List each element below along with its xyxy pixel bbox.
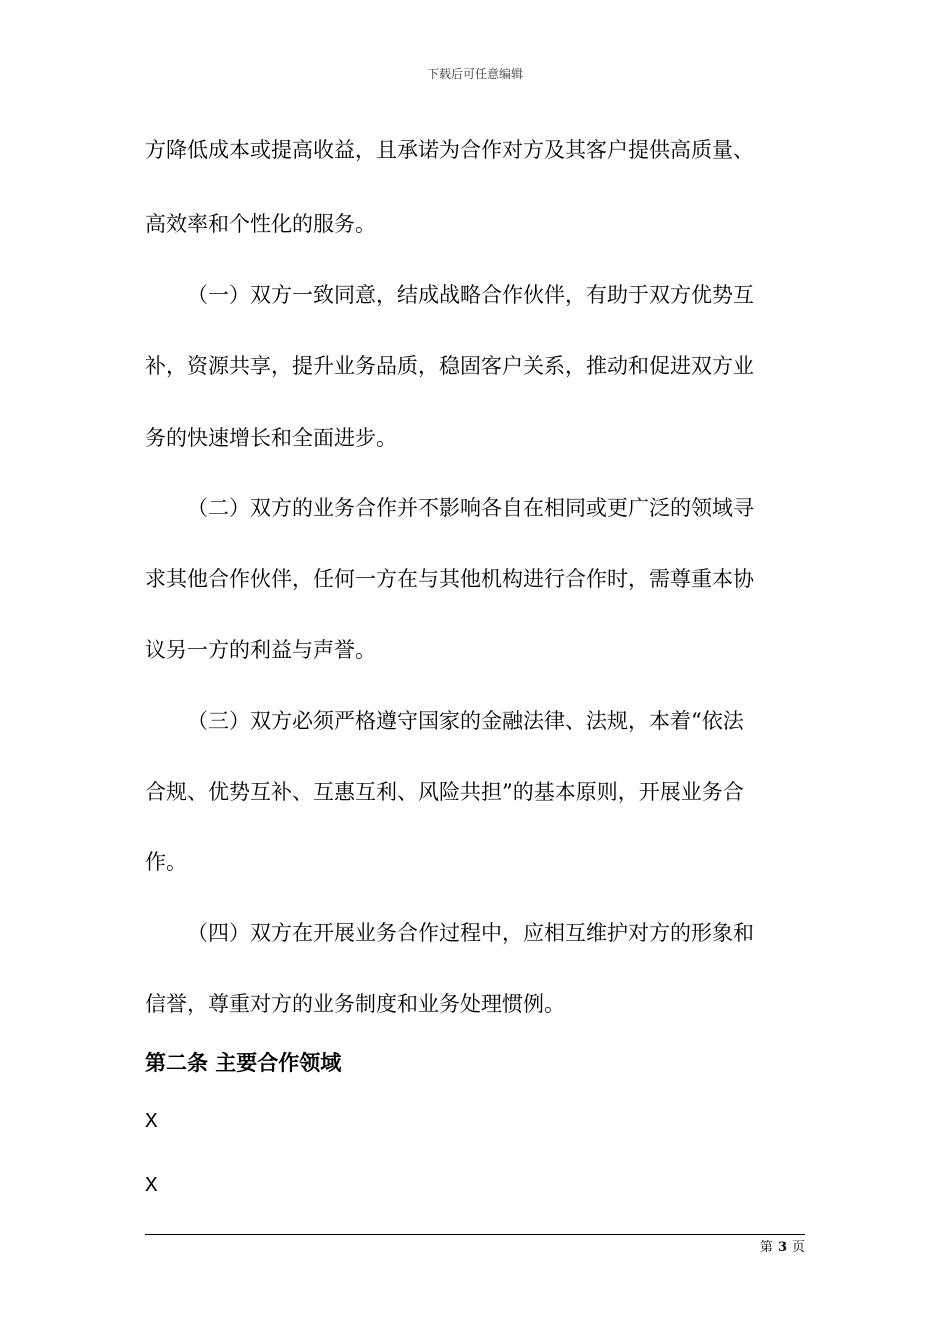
section-heading: 第二条 主要合作领域 bbox=[145, 1051, 342, 1075]
body-line-10: 合规、优势互补、互惠互利、风险共担”的基本原则，开展业务合 bbox=[145, 780, 744, 804]
page-number-suffix: 页 bbox=[791, 1240, 805, 1255]
page-number-value: 3 bbox=[777, 1240, 787, 1255]
body-line-4: 补，资源共享，提升业务品质，稳固客户关系，推动和促进双方业 bbox=[145, 354, 754, 378]
body-line-2: 高效率和个性化的服务。 bbox=[145, 212, 376, 236]
body-line-7: 求其他合作伙伴，任何一方在与其他机构进行合作时，需尊重本协 bbox=[145, 567, 754, 591]
footer-rule bbox=[145, 1234, 805, 1235]
body-line-13: 信誉，尊重对方的业务制度和业务处理惯例。 bbox=[145, 992, 565, 1016]
body-line-11: 作。 bbox=[145, 850, 187, 874]
body-line-6: （二）双方的业务合作并不影响各自在相同或更广泛的领域寻 bbox=[187, 496, 754, 520]
page-number-prefix: 第 bbox=[759, 1240, 773, 1255]
placeholder-mark-1: X bbox=[145, 1111, 158, 1134]
body-line-8: 议另一方的利益与声誉。 bbox=[145, 638, 376, 662]
page-header: 下载后可任意编辑 bbox=[426, 67, 523, 81]
body-line-9: （三）双方必须严格遵守国家的金融法律、法规，本着“依法 bbox=[187, 709, 744, 733]
placeholder-mark-2: X bbox=[145, 1175, 158, 1198]
page-number bbox=[760, 1239, 805, 1257]
body-line-3: （一）双方一致同意，结成战略合作伙伴，有助于双方优势互 bbox=[187, 283, 754, 307]
body-line-5: 务的快速增长和全面进步。 bbox=[145, 426, 397, 450]
body-line-12: （四）双方在开展业务合作过程中，应相互维护对方的形象和 bbox=[187, 921, 754, 945]
body-line-1: 方降低成本或提高收益，且承诺为合作对方及其客户提供高质量、 bbox=[145, 138, 754, 162]
